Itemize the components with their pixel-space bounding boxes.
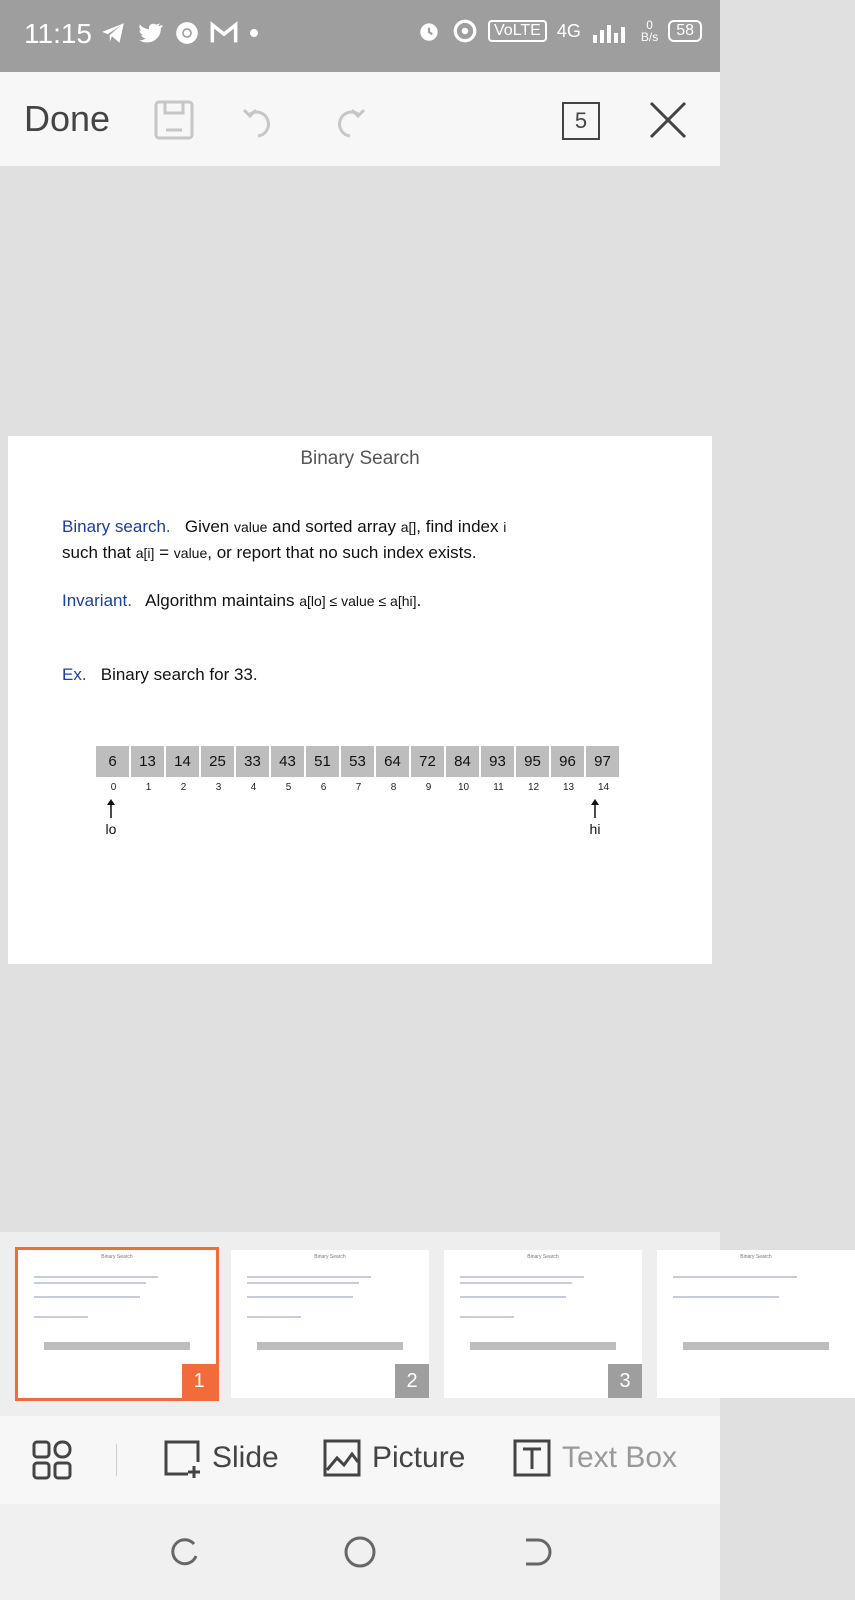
system-nav-bar [0,1504,720,1600]
notification-icons [100,20,260,46]
lo-label: lo [105,821,117,837]
text: Given [184,517,234,536]
array-cell: 13 [131,746,166,777]
thumbnail-number: 1 [182,1364,216,1398]
thumbnail-number: 3 [608,1364,642,1398]
array-index: 4 [250,782,257,793]
code-ai: a[i] [135,545,155,561]
thumbnail-text-line [247,1276,371,1278]
done-button[interactable]: Done [24,98,111,139]
speed-value: 0 [646,18,653,32]
array-index: 5 [285,782,292,793]
network-gen: 4G [556,20,581,41]
thumbnail-text-line [460,1282,572,1284]
thumbnail-text-line [673,1276,797,1278]
thumbnail-text-line [460,1276,584,1278]
alarm-icon [416,18,442,44]
insert-picture-button[interactable] [322,1438,465,1478]
slide-canvas [0,166,720,1232]
slide-paragraph-definition [62,514,506,566]
picture-label: Picture [372,1441,466,1474]
status-bar [0,0,720,72]
thumbnail-array [683,1342,829,1350]
thumbnail-text-line [34,1282,146,1284]
hi-pointer [580,798,610,837]
thumbnail-number: 2 [395,1364,429,1398]
slide-paragraph-example [62,662,258,688]
array-cell: 6 [96,746,131,777]
text: . [416,591,422,610]
telegram-icon [100,20,126,46]
thumbnail-title: Binary Search [101,1254,133,1260]
array-index: 14 [597,782,610,793]
array-index: 8 [390,782,397,793]
battery-indicator: 58 [668,20,702,42]
divider [116,1444,117,1476]
array-index: 2 [180,782,187,793]
slide-thumbnail-1[interactable] [18,1250,216,1398]
insert-textbox-button[interactable] [512,1438,677,1478]
text: and sorted array [267,517,401,536]
array-cell: 84 [446,746,481,777]
thumbnail-text-line [34,1276,158,1278]
undo-icon[interactable] [240,100,280,140]
array-cell: 96 [551,746,586,777]
array-cell: 95 [516,746,551,777]
volte-badge: VoLTE [488,20,547,42]
code-formula: a[lo] ≤ value ≤ a[hi] [299,593,417,609]
twitter-icon [136,20,164,46]
chrome-icon [174,20,200,46]
slide-thumbnail-4[interactable] [657,1250,855,1398]
thumbnail-text-line [34,1316,88,1318]
thumbnail-title: Binary Search [740,1254,772,1260]
signal-icon [591,19,631,43]
text: Binary search for 33. [100,665,258,684]
slide-title: Binary Search [300,448,420,469]
array-index: 12 [527,782,540,793]
thumbnail-array [470,1342,616,1350]
keyword-binary-search: Binary search. [62,517,171,536]
thumbnail-title: Binary Search [527,1254,559,1260]
text: , or report that no such index exists. [207,543,477,562]
array-cell: 14 [166,746,201,777]
text: = [154,543,174,562]
index-row [96,782,621,793]
slide-paragraph-invariant [62,588,421,614]
array-index: 7 [355,782,362,793]
array-index: 11 [493,782,504,793]
thumbnail-text-line [34,1296,140,1298]
gmail-icon [210,21,238,45]
lo-pointer [96,798,126,837]
thumbnail-array [257,1342,403,1350]
add-slide-icon [162,1438,202,1478]
insert-bar [0,1416,720,1504]
text-box-icon [512,1438,552,1478]
hi-label: hi [589,821,601,837]
array-index: 13 [562,782,575,793]
save-icon[interactable] [154,100,194,140]
array-index: 10 [457,782,470,793]
code-value: value [233,519,268,535]
slide-thumbnail-2[interactable] [231,1250,429,1398]
text: such that [62,543,136,562]
hotspot-icon [452,18,478,44]
array-cell: 53 [341,746,376,777]
editor-toolbar [0,72,720,166]
slide-thumbnail-strip[interactable] [0,1232,772,1416]
slide-label: Slide [212,1441,279,1474]
redo-icon[interactable] [328,100,368,140]
array-cell: 25 [201,746,236,777]
array-cell: 97 [586,746,621,777]
thumbnail-text-line [247,1296,353,1298]
slide[interactable] [8,436,712,964]
code-index: i [503,519,507,535]
array-index: 9 [425,782,432,793]
array-index: 6 [320,782,327,793]
text: , find index [416,517,504,536]
dot-icon [248,27,260,39]
thumbnail-text-line [460,1296,566,1298]
thumbnail-title: Binary Search [314,1254,346,1260]
keyword-invariant: Invariant. [62,591,132,610]
array-cell: 64 [376,746,411,777]
back-icon[interactable] [518,1534,554,1570]
thumbnail-text-line [247,1282,359,1284]
text: Algorithm maintains [145,591,300,610]
picture-icon [322,1438,362,1478]
insert-slide-button[interactable] [162,1438,279,1478]
array-index: 1 [145,782,152,793]
up-arrow-icon [590,798,600,818]
array-cell: 43 [271,746,306,777]
array-cell: 33 [236,746,271,777]
code-array: a[] [400,519,417,535]
keyword-ex: Ex. [62,665,87,684]
textbox-label: Text Box [562,1441,678,1474]
speed-unit: B/s [640,30,659,44]
system-icons [416,18,702,44]
close-icon[interactable] [648,100,688,140]
array-row [96,746,621,777]
home-icon[interactable] [342,1534,378,1570]
thumbnail-text-line [673,1296,779,1298]
array-index: 0 [110,782,117,793]
network-speed [641,19,658,43]
thumbnail-text-line [247,1316,301,1318]
thumbnail-text-line [460,1316,514,1318]
slide-thumbnail-3[interactable] [444,1250,642,1398]
array-cell: 51 [306,746,341,777]
array-cell: 93 [481,746,516,777]
grid-view-icon[interactable] [32,1440,72,1480]
status-time: 11:15 [24,18,92,49]
recents-icon[interactable] [166,1534,202,1570]
array-cell: 72 [411,746,446,777]
thumbnail-array [44,1342,190,1350]
up-arrow-icon [106,798,116,818]
code-value: value [173,545,208,561]
page-count-button[interactable]: 5 [562,102,600,140]
array-index: 3 [215,782,222,793]
